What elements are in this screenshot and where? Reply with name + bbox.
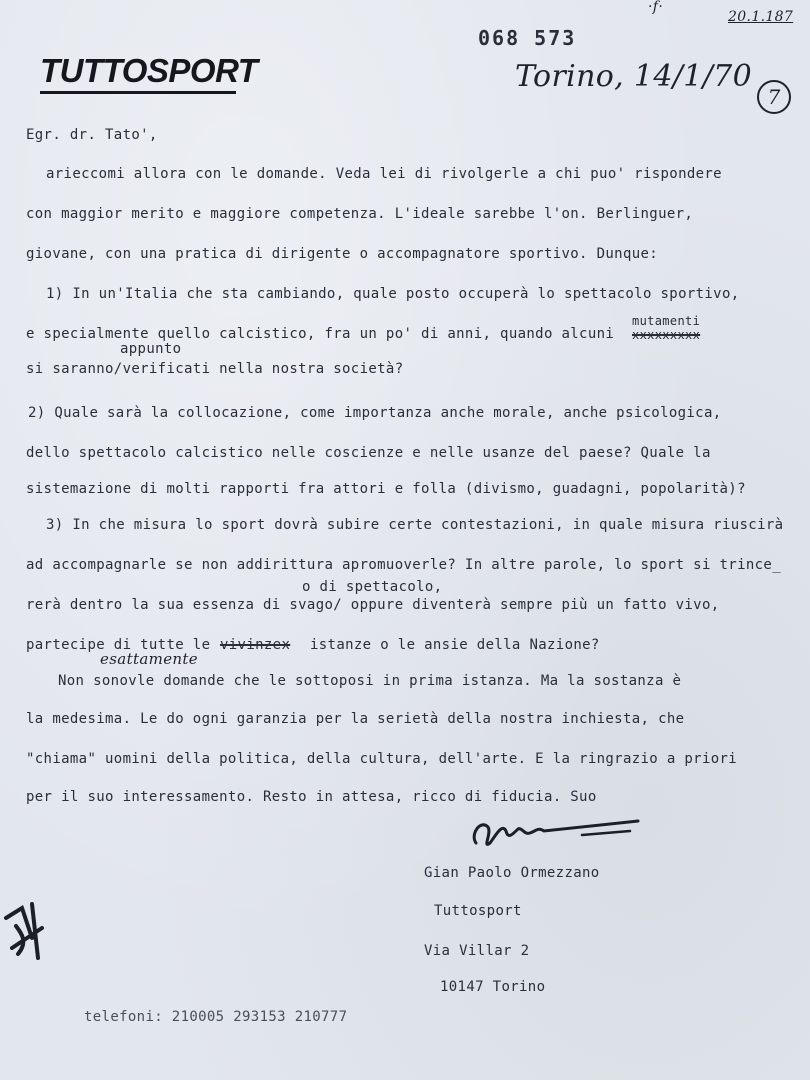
page-number-circle: 7 — [757, 80, 791, 114]
insert-appunto: appunto — [120, 341, 182, 357]
insert-esattamente: esattamente — [100, 650, 199, 668]
telephone-numbers: telefoni: 210005 293153 210777 — [84, 1009, 348, 1025]
question-1-line-1: 1) In un'Italia che sta cambiando, quale posto occuperà lo spettacolo sportivo, — [46, 286, 740, 302]
salutation: Egr. dr. Tato', — [26, 127, 158, 143]
closing-line-4: per il suo interessamento. Resto in attesa, ricco di fiducia. Suo — [26, 789, 597, 805]
corner-mark: ·f· — [648, 0, 664, 15]
signer-street: Via Villar 2 — [424, 943, 530, 959]
question-2-line-2: dello spettacolo calcistico nelle coscienze e nelle usanze del paese? Quale la — [26, 445, 711, 461]
closing-line-3: "chiama" uomini della politica, della cultura, dell'arte. E la ringrazio a priori — [26, 751, 738, 767]
closing-line-2: la medesima. Le do ogni garanzia per la serietà della nostra inchiesta, che — [26, 711, 685, 727]
question-3-line-2: ad accompagnarle se non addirittura apromuoverle? In altre parole, lo sport si trince_ — [26, 557, 781, 573]
signature — [462, 805, 642, 855]
question-2-line-1: 2) Quale sarà la collocazione, come importanza anche morale, anche psicologica, — [28, 405, 722, 421]
letter-line-3: giovane, con una pratica di dirigente o accompagnatore sportivo. Dunque: — [26, 246, 659, 262]
question-3-line-1: 3) In che misura lo sport dovrà subire certe contestazioni, in quale misura riuscirà — [46, 517, 784, 533]
question-3-line-4b: istanze o le ansie della Nazione? — [310, 637, 600, 653]
question-3-line-3: rerà dentro la sua essenza di svago/ oppure diventerà sempre più un fatto vivo, — [26, 597, 720, 613]
signer-city: 10147 Torino — [440, 979, 546, 995]
corner-date: 20.1.187 — [728, 9, 794, 25]
place-date: Torino, 14/1/70 — [515, 59, 753, 94]
signer-name: Gian Paolo Ormezzano — [424, 865, 600, 881]
letter-line-2: con maggior merito e maggiore competenza. L'ideale sarebbe l'on. Berlinguer, — [26, 206, 694, 222]
question-1-line-2: e specialmente quello calcistico, fra un po' di anni, quando alcuni — [26, 326, 615, 342]
question-2-line-3: sistemazione di molti rapporti fra attori e folla (divismo, guadagni, popolarità)? — [26, 481, 746, 497]
insert-mutamenti: mutamenti — [632, 314, 701, 328]
logo-underline — [40, 91, 236, 94]
struck-word-2: vivinzex — [220, 637, 291, 653]
question-3-line-4a: partecipe di tutte le — [26, 637, 211, 653]
stamp-mark — [2, 898, 52, 968]
closing-line-1: Non sonovle domande che le sottoposi in prima istanza. Ma la sostanza è — [58, 673, 682, 689]
signer-company: Tuttosport — [434, 903, 522, 919]
tuttosport-logo: TUTTOSPORT — [40, 52, 258, 89]
archive-number: 068 573 — [478, 26, 577, 50]
struck-word-1: xxxxxxxxx — [632, 328, 701, 342]
question-1-line-3: si saranno/verificati nella nostra società? — [26, 361, 404, 377]
letter-line-1: arieccomi allora con le domande. Veda lei di rivolgerle a chi puo' rispondere — [46, 166, 722, 182]
insert-spettacolo: o di spettacolo, — [302, 579, 443, 595]
